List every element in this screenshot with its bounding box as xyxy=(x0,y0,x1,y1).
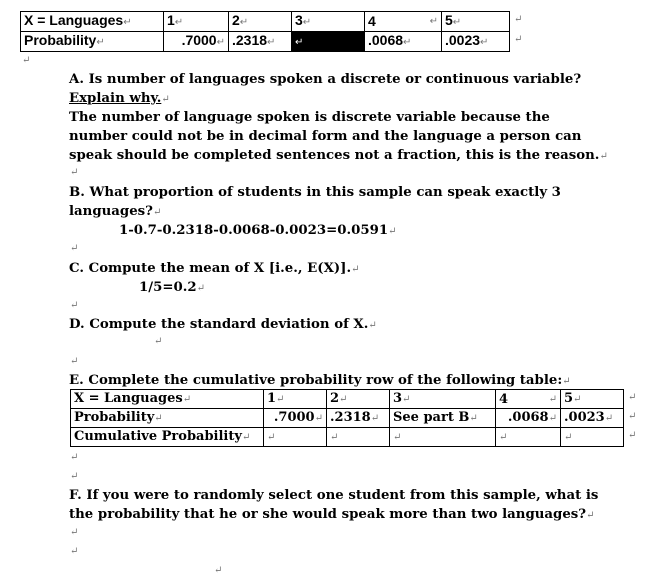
question-f-text: the probability that he or she would speak more than two languages? xyxy=(69,507,587,522)
table-cell xyxy=(365,12,442,32)
paragraph-mark: ↵ xyxy=(154,336,163,347)
header-1: 1 xyxy=(167,12,175,28)
table-cell xyxy=(229,32,292,52)
header-1: 1 xyxy=(267,391,277,406)
table-cell xyxy=(327,390,390,409)
paragraph-mark: ↵ xyxy=(152,207,162,218)
cell-end-mark: ↵ xyxy=(302,17,312,28)
paragraph-mark: ↵ xyxy=(368,320,377,331)
cell-end-mark: ↵ xyxy=(96,37,105,48)
cell-end-mark: ↵ xyxy=(469,413,478,424)
row-end-mark: ↵ xyxy=(628,411,637,422)
table-cell xyxy=(496,390,561,409)
row-end-mark: ↵ xyxy=(514,34,523,45)
paragraph-mark: ↵ xyxy=(22,55,31,66)
table-cell xyxy=(71,409,264,428)
paragraph-mark: ↵ xyxy=(586,510,595,521)
cell-end-mark: ↵ xyxy=(174,17,184,28)
table-cell xyxy=(21,12,164,32)
probability-value: .0068 xyxy=(507,410,549,425)
paragraph-mark: ↵ xyxy=(70,546,79,557)
question-a-line2 xyxy=(69,89,170,109)
answer-a-text: speak should be completed sentences not a fraction, this is the reason. xyxy=(69,148,600,163)
table-cell xyxy=(164,32,229,52)
paragraph-mark: ↵ xyxy=(214,565,223,576)
table-cell xyxy=(365,32,442,52)
table-cell xyxy=(390,409,496,428)
table-cell xyxy=(390,390,496,409)
header-4: 4 xyxy=(368,13,376,29)
cell-end-mark: ↵ xyxy=(370,413,380,424)
header-2: 2 xyxy=(232,12,240,28)
cell-end-mark: ↵ xyxy=(295,37,304,48)
question-f-line2 xyxy=(69,505,594,525)
paragraph-mark: ↵ xyxy=(196,283,206,294)
question-a-explain: Explain why. xyxy=(69,91,162,106)
cell-end-mark: ↵ xyxy=(267,432,276,443)
cell-end-mark: ↵ xyxy=(216,37,225,48)
paragraph-mark: ↵ xyxy=(70,300,79,311)
question-b-line2 xyxy=(69,202,161,222)
table-cell xyxy=(442,12,510,32)
paragraph-mark: ↵ xyxy=(70,471,79,482)
paragraph-mark: ↵ xyxy=(70,167,79,178)
cell-end-mark: ↵ xyxy=(499,432,508,443)
header-4: 4 xyxy=(499,391,509,407)
cell-end-mark: ↵ xyxy=(429,16,438,27)
row-end-mark: ↵ xyxy=(514,14,523,25)
table-cell xyxy=(264,409,327,428)
probability-value: .2318 xyxy=(330,410,371,425)
probability-label: Probability xyxy=(24,32,97,48)
cumulative-input-cell[interactable] xyxy=(327,428,390,447)
cumulative-probability-table xyxy=(70,389,624,447)
probability-value: .0068 xyxy=(368,32,404,48)
paragraph-mark: ↵ xyxy=(70,527,79,538)
question-a-line1: A. Is number of languages spoken a discrete or continuous variable? xyxy=(69,72,582,87)
cumulative-input-cell[interactable] xyxy=(561,428,624,447)
header-x-label: X = Languages xyxy=(24,12,124,28)
paragraph-mark: ↵ xyxy=(388,226,397,237)
cell-end-mark: ↵ xyxy=(604,413,614,424)
table-row xyxy=(21,12,510,32)
probability-value: .0023 xyxy=(445,32,481,48)
cell-end-mark: ↵ xyxy=(548,413,557,424)
answer-a-line1: The number of language spoken is discrete variable because the xyxy=(69,110,550,125)
table-row xyxy=(71,409,624,428)
row-end-mark: ↵ xyxy=(628,392,637,403)
cumulative-input-cell[interactable] xyxy=(496,428,561,447)
question-b-line1: B. What proportion of students in this sample can speak exactly 3 xyxy=(69,185,561,200)
table-cell xyxy=(264,390,327,409)
question-e xyxy=(69,371,571,391)
question-c xyxy=(69,259,360,279)
cell-end-mark: ↵ xyxy=(403,37,412,48)
question-c-text: C. Compute the mean of X [i.e., E(X)]. xyxy=(69,261,352,276)
table-cell xyxy=(229,12,292,32)
header-x-label: X = Languages xyxy=(74,391,183,406)
cell-end-mark: ↵ xyxy=(154,413,163,424)
cumulative-label: Cumulative Probability xyxy=(74,429,242,444)
probability-value: .0023 xyxy=(564,410,605,425)
header-2: 2 xyxy=(330,391,340,406)
table-row xyxy=(21,32,510,52)
cell-end-mark: ↵ xyxy=(241,432,251,443)
question-e-text: E. Complete the cumulative probability row of the following table: xyxy=(69,373,563,388)
answer-b-text: 1-0.7-0.2318-0.0068-0.0023=0.0591 xyxy=(119,223,389,238)
cell-end-mark: ↵ xyxy=(267,37,276,48)
languages-probability-table xyxy=(20,11,510,52)
probability-value: See part B xyxy=(393,410,470,425)
paragraph-mark: ↵ xyxy=(562,376,571,387)
question-d-text: D. Compute the standard deviation of X. xyxy=(69,317,369,332)
header-3: 3 xyxy=(393,391,403,406)
cell-end-mark: ↵ xyxy=(314,413,323,424)
row-end-mark: ↵ xyxy=(628,430,637,441)
table-cell xyxy=(442,32,510,52)
cell-end-mark: ↵ xyxy=(452,17,462,28)
probability-value: .2318 xyxy=(232,32,268,48)
cell-end-mark: ↵ xyxy=(548,393,557,405)
table-cell xyxy=(496,409,561,428)
question-b-text: languages? xyxy=(69,204,153,219)
cell-end-mark: ↵ xyxy=(182,394,192,405)
selected-cell[interactable] xyxy=(292,32,365,52)
cell-end-mark: ↵ xyxy=(393,432,402,443)
cell-end-mark: ↵ xyxy=(123,17,132,28)
answer-b xyxy=(119,221,397,241)
cell-end-mark: ↵ xyxy=(573,394,582,405)
question-d xyxy=(69,315,377,335)
cell-end-mark: ↵ xyxy=(330,432,339,443)
paragraph-mark: ↵ xyxy=(70,452,79,463)
table-cell xyxy=(561,409,624,428)
table-row xyxy=(71,390,624,409)
question-f-line1: F. If you were to randomly select one student from this sample, what is xyxy=(69,488,599,503)
header-5: 5 xyxy=(564,391,574,406)
cumulative-input-cell[interactable] xyxy=(264,428,327,447)
answer-a-line2: number could not be in decimal form and the language a person can xyxy=(69,129,582,144)
paragraph-mark: ↵ xyxy=(70,243,79,254)
paragraph-mark: ↵ xyxy=(70,356,79,367)
table-cell xyxy=(164,12,229,32)
probability-value: .7000 xyxy=(181,32,217,48)
answer-c-text: 1/5=0.2 xyxy=(139,280,197,295)
header-5: 5 xyxy=(445,12,453,28)
answer-a-line3 xyxy=(69,146,608,166)
cell-end-mark: ↵ xyxy=(239,17,249,28)
paragraph-mark: ↵ xyxy=(351,264,360,275)
cell-end-mark: ↵ xyxy=(480,37,489,48)
table-cell xyxy=(561,390,624,409)
cumulative-input-cell[interactable] xyxy=(390,428,496,447)
cell-end-mark: ↵ xyxy=(564,432,573,443)
table-cell xyxy=(327,409,390,428)
table-cell xyxy=(21,32,164,52)
probability-value: .7000 xyxy=(273,410,315,425)
paragraph-mark: ↵ xyxy=(161,94,170,105)
table-row xyxy=(71,428,624,447)
cell-end-mark: ↵ xyxy=(276,394,285,405)
table-cell xyxy=(71,428,264,447)
table-cell xyxy=(292,12,365,32)
probability-label: Probability xyxy=(74,410,155,425)
table-cell xyxy=(71,390,264,409)
header-3: 3 xyxy=(295,12,303,28)
answer-c xyxy=(139,278,205,298)
cell-end-mark: ↵ xyxy=(402,394,411,405)
paragraph-mark: ↵ xyxy=(599,151,608,162)
cell-end-mark: ↵ xyxy=(339,394,348,405)
